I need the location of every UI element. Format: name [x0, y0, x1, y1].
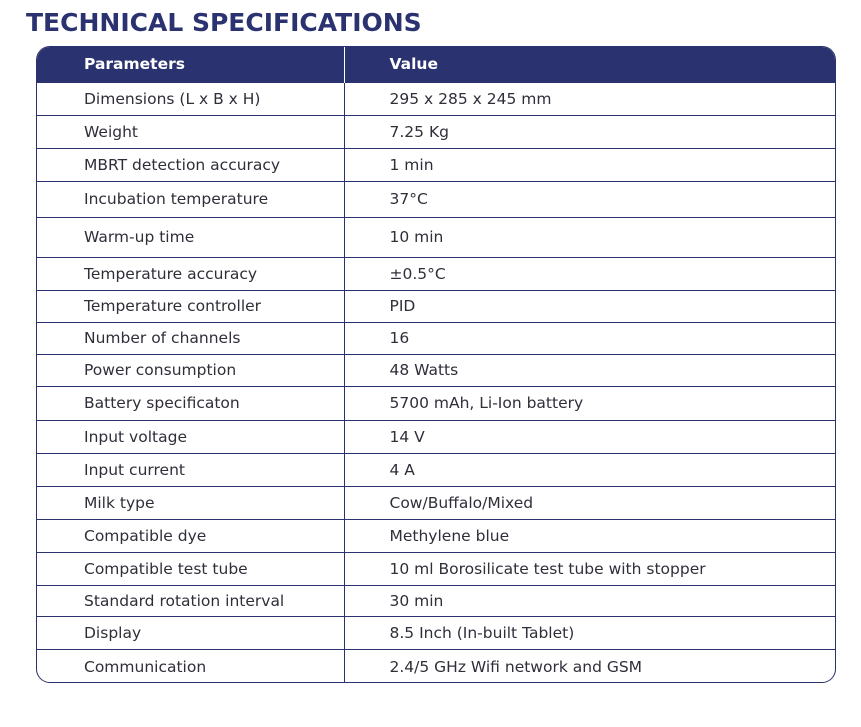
header-value: Value: [389, 55, 438, 74]
row-parameter: Power consumption: [37, 354, 344, 386]
table-row: [37, 181, 835, 217]
row-value: 30 min: [344, 585, 835, 616]
table-row: [37, 519, 835, 552]
row-parameter: Dimensions (L x B x H): [37, 82, 344, 115]
row-value: 5700 mAh, Li-Ion battery: [344, 386, 835, 420]
row-value: 14 V: [344, 420, 835, 453]
row-parameter: Battery specificaton: [37, 386, 344, 420]
row-value: 10 ml Borosilicate test tube with stopper: [344, 552, 835, 585]
row-parameter: Input current: [37, 453, 344, 486]
row-value: ±0.5°C: [344, 257, 835, 290]
row-parameter: Display: [37, 616, 344, 649]
table-row: [37, 486, 835, 519]
table-row: [37, 148, 835, 181]
header-row: [37, 47, 835, 82]
specifications-table: [36, 46, 836, 683]
table-row: [37, 257, 835, 290]
row-value: 2.4/5 GHz Wifi network and GSM: [344, 649, 835, 683]
row-value: 10 min: [344, 217, 835, 257]
row-value: Cow/Buffalo/Mixed: [344, 486, 835, 519]
table-row: [37, 649, 835, 683]
table-row: [37, 322, 835, 354]
row-value: 37°C: [344, 181, 835, 217]
row-parameter: Number of channels: [37, 322, 344, 354]
row-parameter: Compatible dye: [37, 519, 344, 552]
table-row: [37, 82, 835, 115]
row-parameter: MBRT detection accuracy: [37, 148, 344, 181]
row-value: 295 x 285 x 245 mm: [344, 82, 835, 115]
row-value: 16: [344, 322, 835, 354]
table-body: [37, 82, 835, 683]
row-parameter: Standard rotation interval: [37, 585, 344, 616]
row-value: 4 A: [344, 453, 835, 486]
row-parameter: Communication: [37, 649, 344, 683]
table-row: [37, 386, 835, 420]
row-parameter: Compatible test tube: [37, 552, 344, 585]
row-value: 8.5 Inch (In-built Tablet): [344, 616, 835, 649]
row-value: PID: [344, 290, 835, 322]
row-parameter: Input voltage: [37, 420, 344, 453]
table-row: [37, 217, 835, 257]
table-header: [37, 47, 835, 82]
row-value: Methylene blue: [344, 519, 835, 552]
page-title: TECHNICAL SPECIFICATIONS: [26, 8, 422, 37]
row-value: 1 min: [344, 148, 835, 181]
row-parameter: Temperature accuracy: [37, 257, 344, 290]
header-parameters: Parameters: [37, 47, 344, 82]
row-parameter: Temperature controller: [37, 290, 344, 322]
table-row: [37, 616, 835, 649]
row-parameter: Incubation temperature: [37, 181, 344, 217]
table-row: [37, 585, 835, 616]
table-row: [37, 420, 835, 453]
row-value: 48 Watts: [344, 354, 835, 386]
row-parameter: Weight: [37, 115, 344, 148]
row-value: 7.25 Kg: [344, 115, 835, 148]
spec-table: [37, 47, 835, 683]
row-parameter: Warm-up time: [37, 217, 344, 257]
table-row: [37, 453, 835, 486]
table-row: [37, 354, 835, 386]
table-row: [37, 552, 835, 585]
row-parameter: Milk type: [37, 486, 344, 519]
table-row: [37, 115, 835, 148]
table-row: [37, 290, 835, 322]
